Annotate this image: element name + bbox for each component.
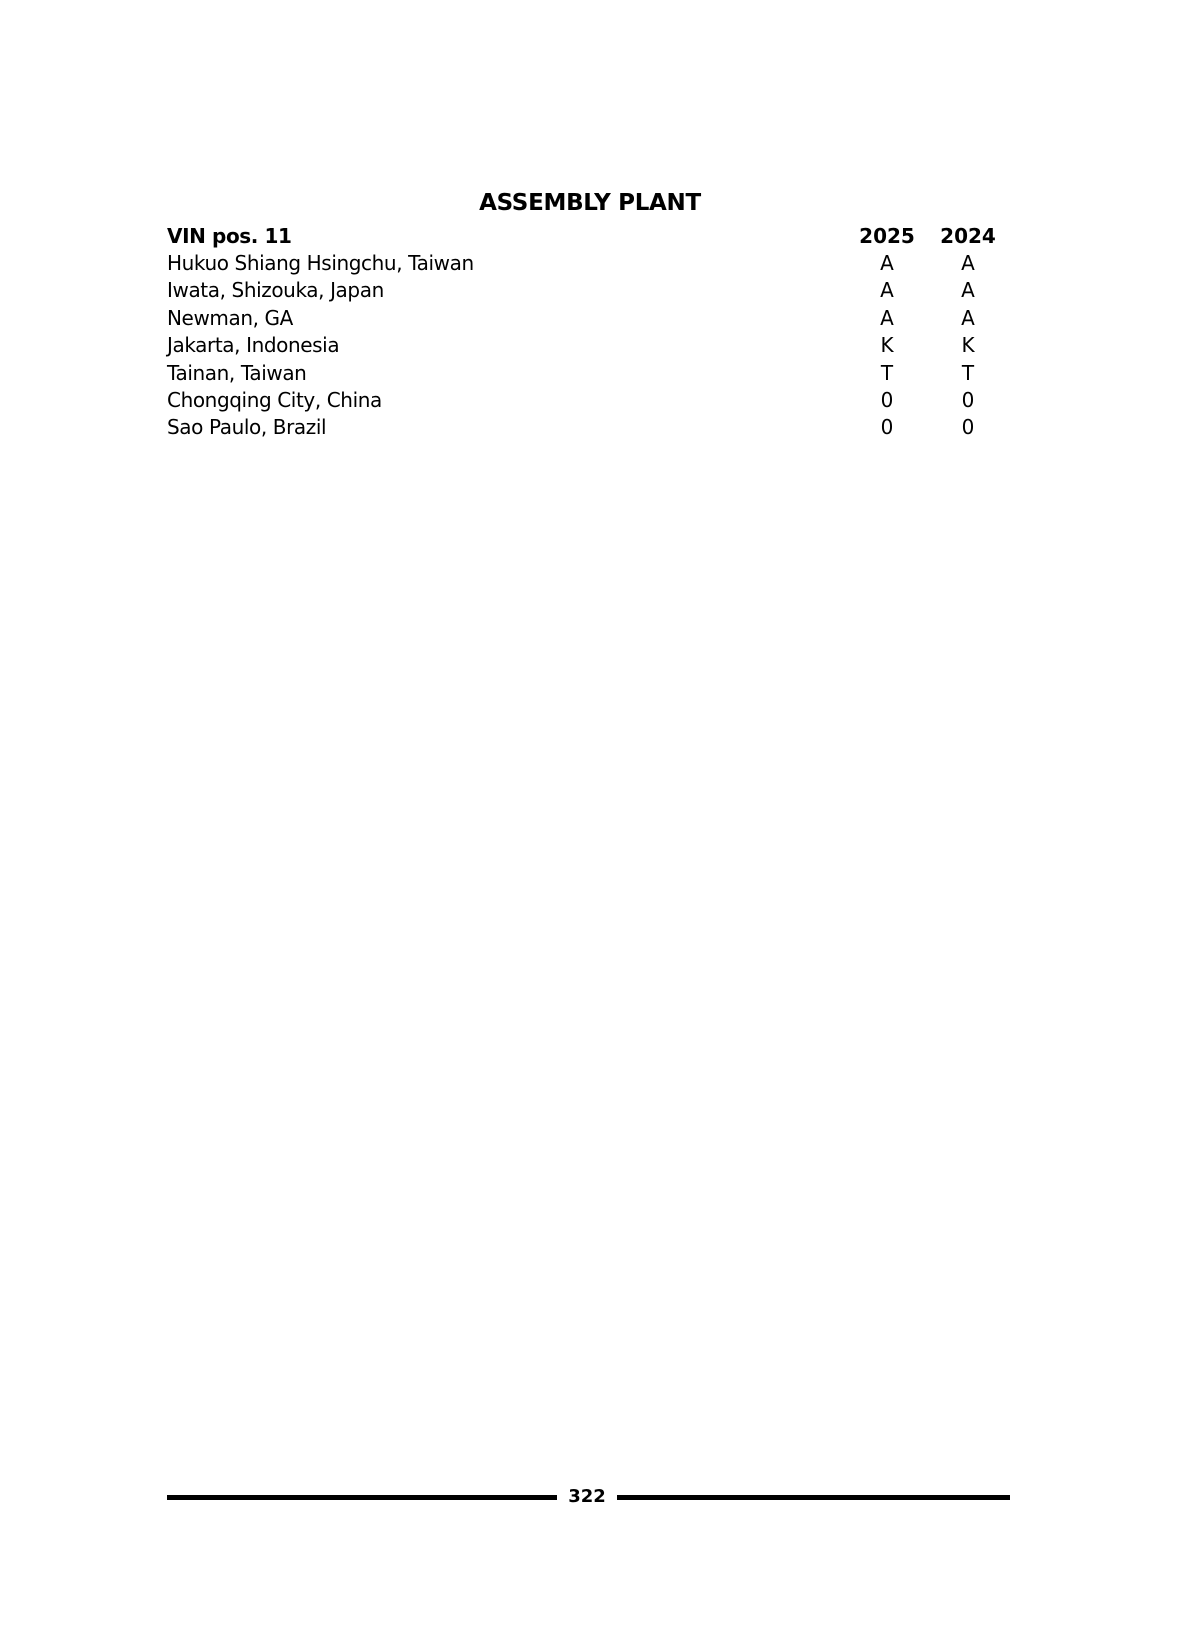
code-2024: 0 [961, 415, 975, 440]
header-year-2024: 2024 [940, 224, 996, 248]
code-2025: T [880, 360, 894, 385]
code-2024: T [961, 360, 975, 385]
code-2025: A [880, 278, 894, 303]
table-row [167, 360, 1007, 387]
page-title: ASSEMBLY PLANT [479, 190, 701, 216]
plant-location: Jakarta, Indonesia [167, 333, 340, 358]
code-2025: 0 [880, 387, 894, 412]
plant-location: Sao Paulo, Brazil [167, 415, 327, 440]
plant-location: Tainan, Taiwan [167, 360, 307, 385]
plant-location: Newman, GA [167, 305, 293, 330]
footer-rule-left [167, 1495, 557, 1500]
code-2025: A [880, 251, 894, 275]
header-year-2025: 2025 [859, 224, 915, 248]
table-row [167, 305, 1007, 332]
code-2025: A [880, 305, 894, 330]
table-row [167, 277, 1007, 304]
page-number: 322 [568, 1486, 606, 1507]
code-2025: 0 [880, 415, 894, 440]
footer-rule-right [617, 1495, 1010, 1500]
page-footer [167, 1485, 1010, 1509]
header-vin-position: VIN pos. 11 [167, 224, 292, 248]
code-2024: K [961, 333, 975, 358]
code-2024: A [961, 305, 975, 330]
code-2025: K [880, 333, 894, 358]
code-2024: 0 [961, 387, 975, 412]
code-2024: A [961, 278, 975, 303]
plant-location: Hukuo Shiang Hsingchu, Taiwan [167, 251, 474, 275]
plant-location: Iwata, Shizouka, Japan [167, 278, 384, 303]
table-row [167, 332, 1007, 359]
table-row [167, 414, 1007, 441]
table-row [167, 250, 1007, 277]
plant-location: Chongqing City, China [167, 387, 382, 412]
assembly-plant-table [167, 222, 1007, 442]
table-header-row [167, 222, 1007, 250]
code-2024: A [961, 251, 975, 275]
table-row [167, 387, 1007, 414]
